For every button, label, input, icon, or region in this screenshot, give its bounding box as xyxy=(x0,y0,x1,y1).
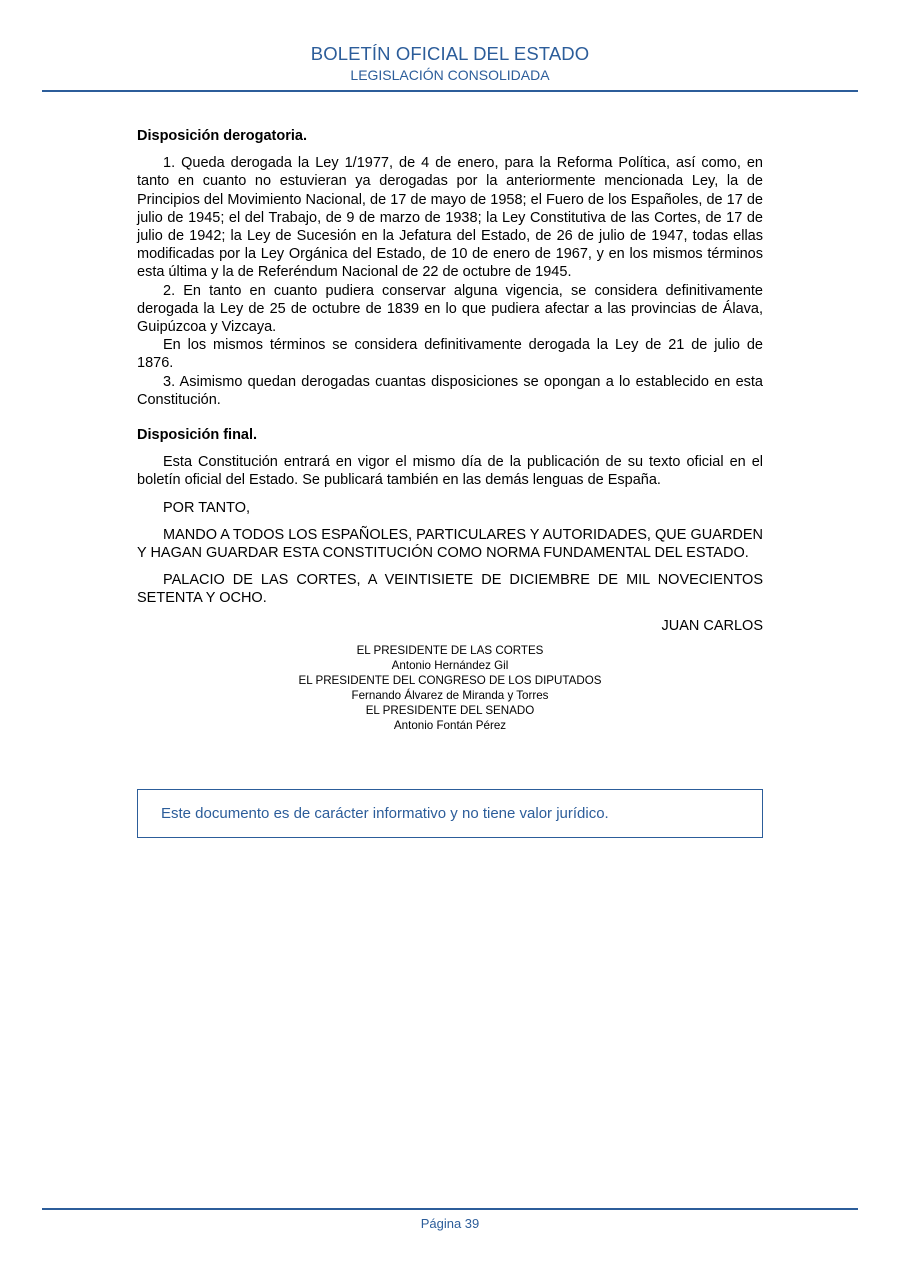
royal-signature: JUAN CARLOS xyxy=(661,617,763,634)
paragraph: MANDO A TODOS LOS ESPAÑOLES, PARTICULARES Y AUTORIDADES, QUE GUARDEN Y HAGAN GUARDAR ESTA CONSTITUCIÓN COMO NORMA FUNDAMENTAL DEL ESTADO. xyxy=(137,526,763,562)
section-title-final: Disposición final. xyxy=(137,427,258,444)
paragraph: 1. Queda derogada la Ley 1/1977, de 4 de enero, para la Reforma Política, así como, en tanto en cuanto no estuvieran ya derogadas por la anteriormente mencionada Ley, la de Principios del Movimiento Nacional, de 17 de mayo de 1958; el Fuero de los Españoles, de 17 de julio de 1945; el del Trabajo, de 9 de marzo de 1938; la Ley Constitutiva de las Cortes, de 17 de julio de 1942; la Ley de Sucesión en la Jefatura del Estado, de 26 de julio de 1947, todas ellas modificadas por la Ley Orgánica del Estado, de 10 de enero de 1967, y en los mismos términos esta última y la de Referéndum Nacional de 22 de octubre de 1945. xyxy=(137,155,763,281)
countersignatures xyxy=(137,643,763,734)
document-body xyxy=(137,127,763,733)
signer-line: Antonio Hernández Gil xyxy=(391,658,509,672)
spacer xyxy=(137,409,763,426)
footer-divider xyxy=(42,1208,858,1210)
paragraph: En los mismos términos se considera definitivamente derogada la Ley de 21 de julio de 1876. xyxy=(137,337,763,372)
paragraph: PALACIO DE LAS CORTES, A VEINTISIETE DE DICIEMBRE DE MIL NOVECIENTOS SETENTA Y OCHO. xyxy=(137,572,763,607)
publication-title: BOLETÍN OFICIAL DEL ESTADO xyxy=(310,43,590,64)
spacer xyxy=(137,608,763,617)
disclaimer-text: Este documento es de carácter informativo y no tiene valor jurídico. xyxy=(161,805,609,822)
page-header xyxy=(42,42,858,85)
spacer xyxy=(137,562,763,571)
signer-line: EL PRESIDENTE DE LAS CORTES xyxy=(356,643,544,657)
header-divider xyxy=(42,90,858,92)
paragraph: POR TANTO, xyxy=(163,499,251,516)
page-number: Página 39 xyxy=(420,1216,480,1231)
section-title-derogatoria: Disposición derogatoria. xyxy=(137,128,307,144)
paragraph: 3. Asimismo quedan derogadas cuantas disposiciones se opongan a lo establecido en esta Constitución. xyxy=(137,373,763,408)
paragraph: 2. En tanto en cuanto pudiera conservar alguna vigencia, se considera definitivamente derogada la Ley de 25 de octubre de 1839 en lo que pudiera afectar a las provincias de Álava, Guipúzcoa y Vizcaya. xyxy=(137,282,763,336)
signer-line: EL PRESIDENTE DEL CONGRESO DE LOS DIPUTADOS xyxy=(298,674,602,688)
publication-subtitle: LEGISLACIÓN CONSOLIDADA xyxy=(350,67,550,83)
spacer xyxy=(137,517,763,526)
paragraph: Esta Constitución entrará en vigor el mismo día de la publicación de su texto oficial en el boletín oficial del Estado. Se publicará también en las demás lenguas de España. xyxy=(137,454,763,489)
spacer xyxy=(137,490,763,499)
signer-line: EL PRESIDENTE DEL SENADO xyxy=(365,704,535,718)
signer-line: Antonio Fontán Pérez xyxy=(393,719,507,733)
signer-line: Fernando Álvarez de Miranda y Torres xyxy=(351,689,549,703)
disclaimer-box xyxy=(137,789,763,838)
